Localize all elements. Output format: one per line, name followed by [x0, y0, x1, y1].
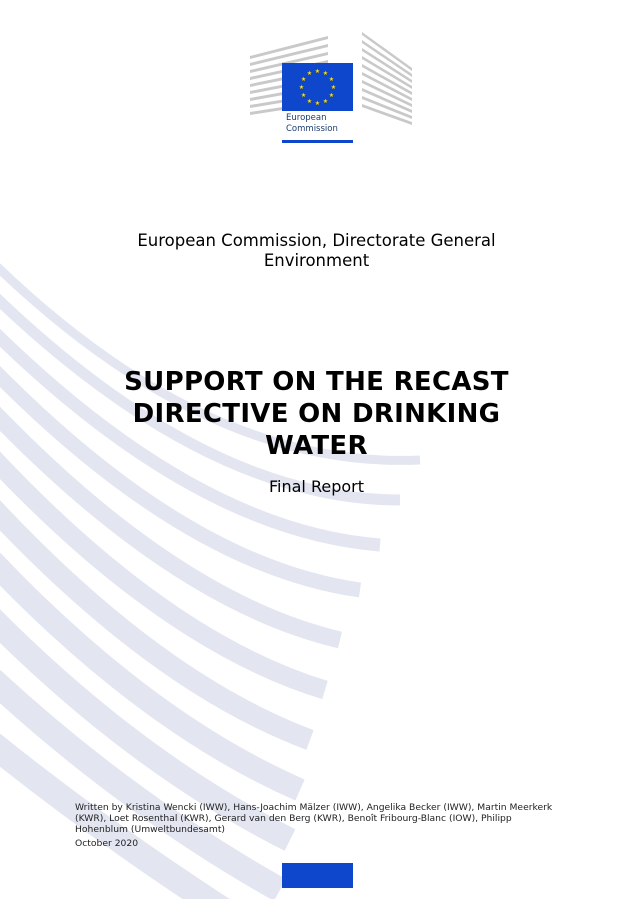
institution-line1: European Commission, Directorate General: [137, 231, 496, 250]
institution-name: [60, 231, 573, 271]
logo-underline: [282, 140, 353, 143]
institution-line2: Environment: [263, 251, 370, 270]
publication-date: October 2020: [75, 838, 139, 849]
svg-text:★: ★: [300, 76, 307, 83]
svg-text:★: ★: [298, 84, 305, 91]
svg-text:★: ★: [322, 70, 329, 78]
svg-text:★: ★: [330, 84, 337, 91]
svg-text:★: ★: [306, 97, 313, 105]
title-line1: SUPPORT ON THE RECAST: [124, 367, 509, 397]
title-line2: DIRECTIVE ON DRINKING: [132, 399, 501, 429]
svg-text:★: ★: [328, 76, 335, 83]
logo-text-line2: Commission: [286, 124, 338, 134]
svg-text:★: ★: [322, 97, 329, 105]
logo-text-line1: European: [286, 113, 327, 123]
svg-text:★: ★: [306, 70, 313, 78]
report-title: [60, 366, 573, 462]
svg-text:★: ★: [328, 92, 335, 99]
svg-text:★: ★: [314, 100, 321, 107]
report-subtitle: Final Report: [269, 477, 364, 496]
title-line3: WATER: [265, 431, 368, 461]
authors-credit: Written by Kristina Wencki (IWW), Hans-Joachim Mälzer (IWW), Angelika Becker (IWW), Martin Meerkerk (KWR), Loet Rosenthal (KWR), Gerard van den Berg (KWR), Benoît Fribourg-Blanc (IOW), Philipp Hohenblum (Umweltbundesamt): [75, 802, 553, 835]
svg-text:★: ★: [314, 68, 321, 75]
svg-text:★: ★: [300, 92, 307, 99]
bottom-accent-bar: [282, 863, 353, 888]
